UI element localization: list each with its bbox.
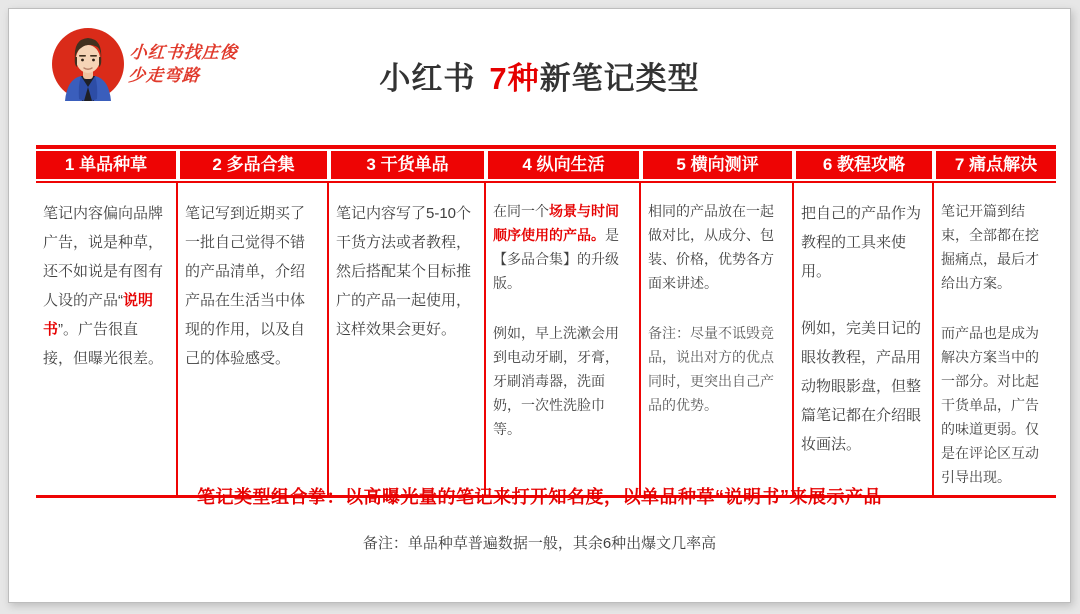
- column-body-3: [329, 183, 486, 495]
- body-paragraph: [941, 199, 1047, 295]
- body-paragraph: [493, 199, 630, 295]
- column-header-7: 7 痛点解决: [936, 151, 1056, 179]
- column-header-1: 1 单品种草: [36, 151, 176, 179]
- text-segment-normal: 在同一个: [493, 203, 549, 219]
- column-body-1: [36, 183, 178, 495]
- text-segment-normal: 例如，早上洗漱会用到电动牙刷，牙膏，牙刷消毒器，洗面奶，一次性洗脸巾等。: [493, 324, 619, 437]
- column-header-5: 5 横向测评: [643, 151, 792, 179]
- column-body-4: [486, 183, 641, 495]
- column-body-2: [178, 183, 329, 495]
- body-paragraph: [493, 321, 630, 441]
- body-paragraph: [801, 199, 923, 286]
- text-segment-normal: 例如，完美日记的眼妆教程，产品用动物眼影盘，但整篇笔记都在介绍眼妆画法。: [801, 319, 922, 453]
- body-paragraph: [648, 199, 783, 295]
- page-title: [9, 53, 1070, 98]
- text-segment-normal: 是【多品合集】的升级版。: [493, 227, 619, 291]
- title-prefix: 小红书: [379, 61, 476, 96]
- title-suffix: 新笔记类型: [539, 61, 700, 96]
- body-paragraph: [648, 321, 783, 417]
- summary-note-line: 备注：单品种草普遍数据一般，其余6种出爆文几率高: [362, 535, 717, 552]
- text-segment-normal: 笔记内容写了5-10个干货方法或者教程，然后搭配某个目标推广的产品一起使用，这样效果会更好。: [336, 205, 472, 338]
- title-highlight: 7种: [489, 61, 540, 96]
- body-paragraph: [185, 199, 318, 373]
- text-segment-normal: 笔记写到近期买了一批自己觉得不错的产品清单，介绍产品在生活当中体现的作用，以及自己的体验感受。: [185, 205, 306, 367]
- text-segment-normal: 相同的产品放在一起做对比，从成分、包装、价格，优势各方面来讲述。: [648, 203, 774, 291]
- text-segment-normal: 笔记开篇到结束，全部都在挖掘痛点，最后才给出方案。: [941, 203, 1039, 291]
- column-body-5: [641, 183, 794, 495]
- table-header-row: [36, 151, 1056, 179]
- column-header-4: 4 纵向生活: [488, 151, 639, 179]
- text-segment-gray: 备注：尽量不诋毁竞品，说出对方的优点同时，更突出自己产品的优势。: [648, 324, 774, 413]
- column-body-6: [794, 183, 934, 495]
- brand-slogan-line1: 小红书找庄俊: [129, 43, 239, 62]
- table-top-border: [36, 145, 1056, 149]
- column-header-3: 3 干货单品: [331, 151, 484, 179]
- body-paragraph: [43, 199, 167, 373]
- text-segment-red: 场景与时间顺序使用的产品。: [493, 203, 619, 243]
- text-segment-normal: 而产品也是成为解决方案当中的一部分。对比起干货单品，广告的味道更弱。仅是在评论区互动引导出现。: [941, 324, 1039, 485]
- text-segment-normal: 笔记内容偏向品牌广告，说是种草，还不如说是有图有人设的产品“: [43, 205, 164, 309]
- column-header-6: 6 教程攻略: [796, 151, 932, 179]
- note-types-table: [36, 145, 1056, 498]
- body-paragraph: [336, 199, 475, 344]
- text-segment-normal: 把自己的产品作为教程的工具来使用。: [801, 205, 922, 280]
- body-paragraph: [941, 321, 1047, 489]
- text-segment-red: 说明书: [43, 292, 154, 338]
- brand-slogan-line2: 少走弯路: [127, 66, 201, 85]
- column-header-2: 2 多品合集: [180, 151, 327, 179]
- text-segment-normal: ”。广告很直接，但曝光很差。: [43, 321, 164, 367]
- summary-highlight-line: 笔记类型组合拳：以高曝光量的笔记来打开知名度，以单品种草“说明书”来展示产品: [197, 487, 882, 507]
- table-body-row: [36, 183, 1056, 495]
- slide-canvas: [8, 8, 1071, 603]
- column-body-7: [934, 183, 1056, 495]
- body-paragraph: [801, 314, 923, 459]
